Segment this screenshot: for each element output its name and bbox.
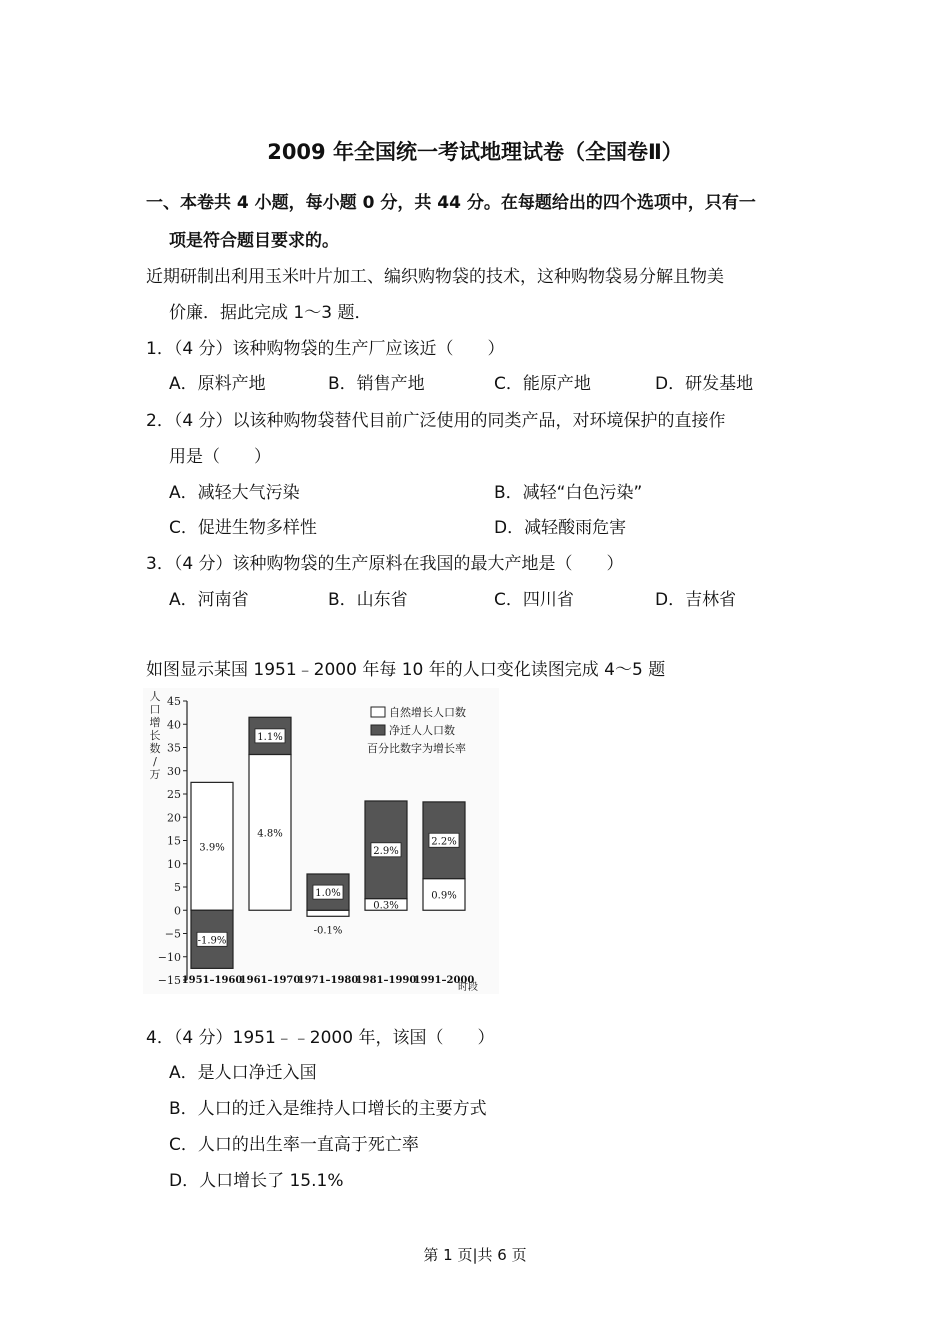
migration-label-2: 1.1% — [257, 731, 283, 743]
y-tick-label: 0 — [174, 904, 181, 918]
x-tick-label-1: 1951–1960 — [181, 975, 243, 986]
y-tick-label: −5 — [164, 927, 181, 941]
y-axis-label-char: / — [153, 755, 157, 768]
natural-label-1: 3.9% — [199, 842, 225, 854]
natural-label-2: 4.8% — [257, 828, 283, 840]
question-1-option-c: C．能原产地 — [494, 374, 591, 394]
x-tick-label-4: 1981–1990 — [355, 975, 417, 986]
intro-line1: 近期研制出利用玉米叶片加工、编织购物袋的技术，这种购物袋易分解且物美 — [146, 267, 724, 287]
y-axis-label-char: 数 — [149, 742, 161, 755]
question-1-option-a: A．原料产地 — [169, 374, 266, 394]
y-tick-label: −15 — [157, 974, 181, 987]
y-axis-label-char: 长 — [149, 729, 161, 742]
y-tick-label: 10 — [167, 857, 181, 871]
natural-label-5: 0.9% — [431, 890, 457, 902]
question-1-option-d: D．研发基地 — [655, 374, 754, 394]
migration-label-4: 2.9% — [373, 845, 399, 857]
y-tick-label: 15 — [167, 834, 181, 848]
question-2-option-d: D．减轻酸雨危害 — [494, 518, 627, 538]
y-tick-label: −10 — [157, 950, 181, 964]
migration-label-3: 1.0% — [315, 888, 341, 900]
y-axis-label-char: 人 — [149, 690, 161, 703]
question-3-option-d: D．吉林省 — [655, 590, 737, 610]
question-3-option-c: C．四川省 — [494, 590, 574, 610]
migration-label-1: -1.9% — [197, 935, 227, 947]
question-2-option-a: A．减轻大气污染 — [169, 483, 300, 503]
y-tick-label: 25 — [167, 788, 181, 801]
question-3-option-a: A．河南省 — [169, 590, 249, 610]
y-tick-label: 35 — [167, 741, 181, 755]
question-1-stem: 1．（4 分）该种购物袋的生产厂应该近（ ） — [146, 339, 505, 359]
page-footer: 第 1 页|共 6 页 — [423, 1246, 527, 1264]
x-tick-label-5: 1991–2000 — [413, 975, 475, 986]
question-3-stem: 3．（4 分）该种购物袋的生产原料在我国的最大产地是（ ） — [146, 554, 624, 574]
question-4-option-c: C．人口的出生率一直高于死亡率 — [169, 1135, 419, 1155]
legend-label-natural: 自然增长人口数 — [389, 706, 466, 719]
question-2-option-b: B．减轻“白色污染” — [494, 483, 643, 503]
natural-label-4: 0.3% — [373, 900, 399, 912]
question-2-stem-line2: 用是（ ） — [169, 447, 271, 467]
bar-natural-3 — [307, 910, 349, 916]
x-tick-label-2: 1961–1970 — [239, 975, 301, 986]
page-title: 2009 年全国统一考试地理试卷（全国卷Ⅱ） — [267, 140, 683, 164]
y-tick-label: 30 — [167, 764, 181, 778]
intro-line2: 价廉．据此完成 1～3 题． — [169, 303, 372, 323]
question-3-option-b: B．山东省 — [328, 590, 408, 610]
natural-label-3: -0.1% — [313, 925, 343, 937]
question-1-option-b: B．销售产地 — [328, 374, 425, 394]
question-2-stem-line1: 2．（4 分）以该种购物袋替代目前广泛使用的同类产品，对环境保护的直接作 — [146, 411, 726, 431]
y-tick-label: 20 — [167, 811, 181, 825]
legend-swatch-natural — [371, 707, 385, 717]
question-4-option-b: B．人口的迁入是维持人口增长的主要方式 — [169, 1099, 487, 1119]
y-tick-label: 40 — [167, 718, 181, 732]
legend-swatch-migration — [371, 725, 385, 735]
question-4-option-a: A．是人口净迁入国 — [169, 1063, 317, 1083]
legend-label-migration: 净迁人人口数 — [389, 724, 455, 737]
x-axis-label: 时段 — [458, 982, 478, 993]
section-heading-line1: 一、本卷共 4 小题，每小题 0 分，共 44 分。在每题给出的四个选项中，只有一 — [146, 193, 756, 213]
population-change-chart — [143, 688, 499, 994]
question-2-option-c: C．促进生物多样性 — [169, 518, 317, 538]
y-tick-label: 5 — [174, 881, 181, 894]
y-axis-label-char: 增 — [149, 716, 161, 729]
y-axis-label-char: 口 — [149, 703, 161, 716]
x-tick-label-3: 1971–1980 — [297, 975, 359, 986]
question-4-option-d: D．人口增长了 15.1% — [169, 1171, 344, 1191]
migration-label-5: 2.2% — [431, 836, 457, 848]
section-heading-line2: 项是符合题目要求的。 — [169, 231, 339, 251]
chart-intro: 如图显示某国 1951﹣2000 年每 10 年的人口变化读图完成 4～5 题 — [146, 660, 666, 680]
legend-note: 百分比数字为增长率 — [367, 742, 466, 755]
question-4-stem: 4．（4 分）1951﹣﹣2000 年，该国（ ） — [146, 1028, 495, 1048]
y-tick-label: 45 — [167, 695, 181, 708]
y-axis-label-char: 万 — [149, 768, 161, 781]
